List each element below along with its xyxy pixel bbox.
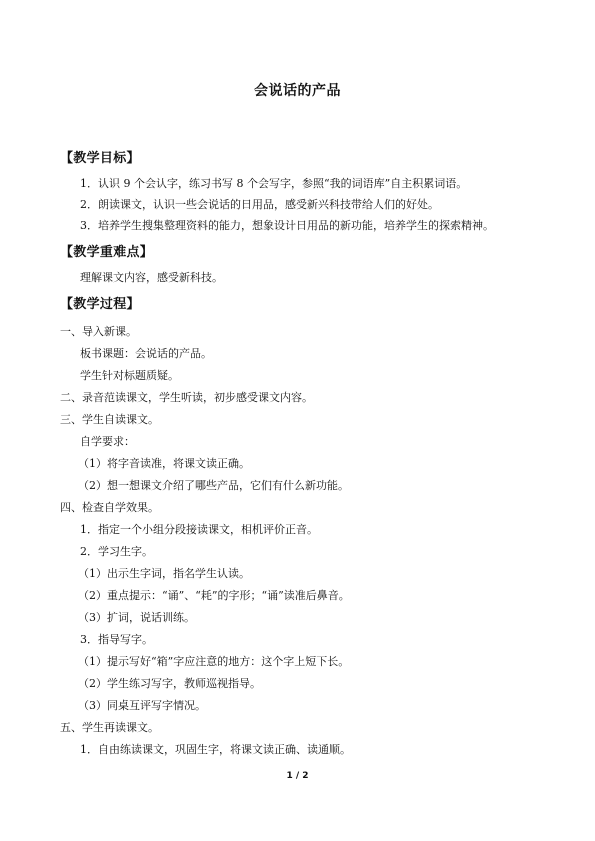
process-line: 1．指定一个小组分段接读课文，相机评价正音。	[80, 523, 318, 536]
process-line: （2）学生练习写字，教师巡视指导。	[78, 677, 261, 690]
process-line: 三、学生自读课文。	[60, 413, 159, 426]
process-line: 五、学生再读课文。	[60, 721, 159, 734]
process-line: （1）提示写好“箱”字应注意的地方：这个字上短下长。	[78, 655, 350, 668]
process-line: （3）扩词，说话训练。	[78, 611, 195, 624]
document-title: 会说话的产品	[254, 83, 341, 99]
process-line: （2）重点提示：“诵”、“耗”的字形；“诵”读准后鼻音。	[78, 589, 350, 602]
page-number: 1 / 2	[286, 771, 309, 781]
process-line: （1）出示生字词，指名学生认读。	[78, 567, 250, 580]
process-line: 3．指导写字。	[80, 633, 153, 646]
goal-item-2: 2．朗读课文，认识一些会说话的日用品，感受新兴科技带给人们的好处。	[80, 198, 439, 211]
goal-item-1: 1．认识 9 个会认字，练习书写 8 个会写字，参照“我的词语库”自主积累词语。	[80, 177, 468, 190]
process-line: 一、导入新课。	[60, 325, 137, 338]
keypoint-item-1: 理解课文内容，感受新科技。	[80, 271, 223, 284]
keypoints-heading: 【教学重难点】	[60, 245, 154, 260]
process-line: 2．学习生字。	[80, 545, 153, 558]
process-line: 自学要求：	[80, 435, 135, 448]
process-line: （2）想一想课文介绍了哪些产品，它们有什么新功能。	[78, 479, 349, 492]
process-line: （1）将字音读准，将课文读正确。	[78, 457, 250, 470]
process-line: 四、检查自学效果。	[60, 501, 159, 514]
process-line: 学生针对标题质疑。	[80, 369, 179, 382]
goal-item-3: 3．培养学生搜集整理资料的能力，想象设计日用品的新功能，培养学生的探索精神。	[80, 219, 494, 232]
goals-heading: 【教学目标】	[60, 151, 140, 166]
process-line: 1．自由练读课文，巩固生字，将课文读正确、读通顺。	[80, 743, 351, 756]
process-heading: 【教学过程】	[60, 297, 140, 312]
process-line: （3）同桌互评写字情况。	[78, 699, 206, 712]
process-line: 板书课题：会说话的产品。	[80, 347, 212, 360]
process-line: 二、录音范读课文，学生听读，初步感受课文内容。	[60, 391, 313, 404]
